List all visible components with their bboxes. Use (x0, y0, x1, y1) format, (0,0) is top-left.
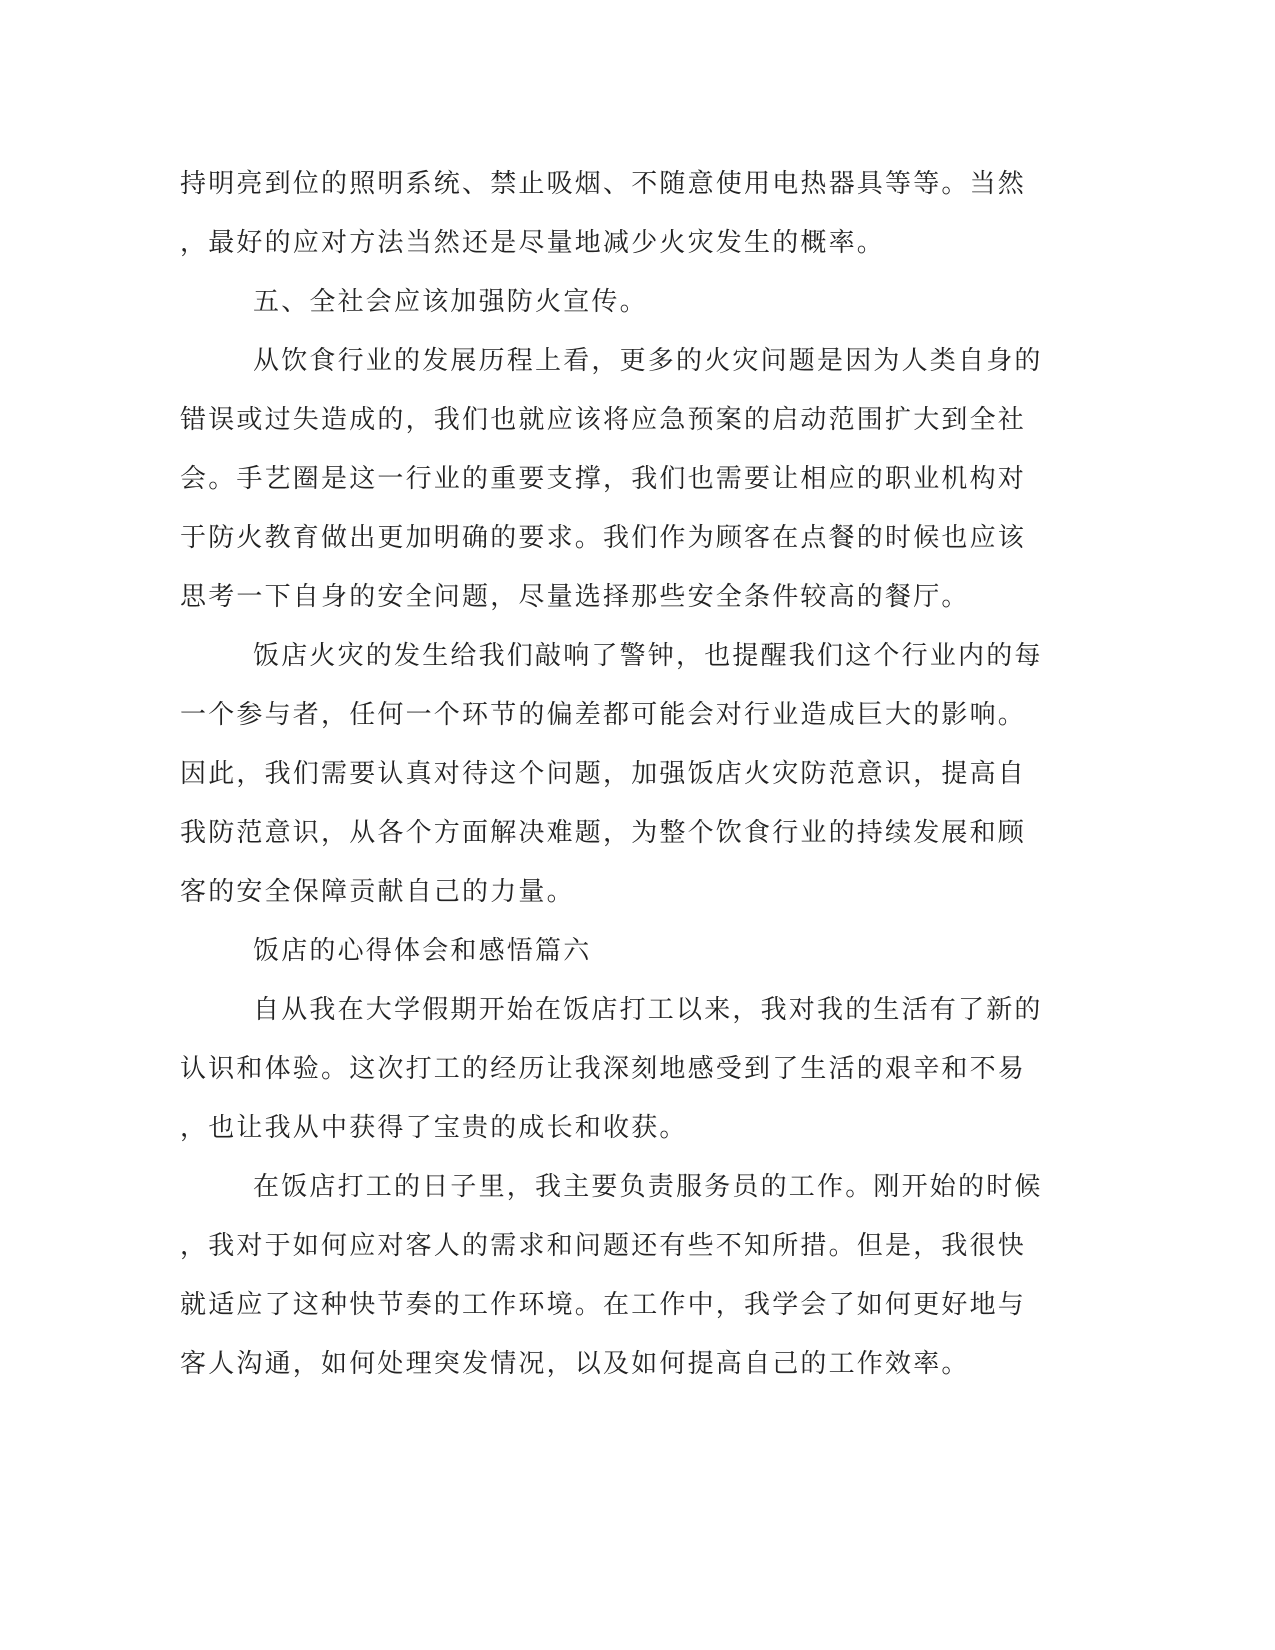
article-heading: 饭店的心得体会和感悟篇六 (253, 936, 592, 966)
text-line: 因此，我们需要认真对待这个问题，加强饭店火灾防范意识，提高自 (180, 759, 1027, 789)
text-line: ，最好的应对方法当然还是尽量地减少火灾发生的概率。 (180, 228, 886, 258)
text-line: 饭店火灾的发生给我们敲响了警钟，也提醒我们这个行业内的每 (253, 641, 1043, 671)
text-line: 于防火教育做出更加明确的要求。我们作为顾客在点餐的时候也应该 (180, 523, 1027, 553)
text-line: 持明亮到位的照明系统、禁止吸烟、不随意使用电热器具等等。当然 (180, 169, 1027, 199)
text-line: 就适应了这种快节奏的工作环境。在工作中，我学会了如何更好地与 (180, 1290, 1027, 1320)
text-line: 错误或过失造成的，我们也就应该将应急预案的启动范围扩大到全社 (180, 405, 1027, 435)
text-line: 认识和体验。这次打工的经历让我深刻地感受到了生活的艰辛和不易 (180, 1054, 1027, 1084)
text-line: 会。手艺圈是这一行业的重要支撑，我们也需要让相应的职业机构对 (180, 464, 1027, 494)
text-line: 从饮食行业的发展历程上看，更多的火灾问题是因为人类自身的 (253, 346, 1043, 376)
document-body (180, 155, 1043, 1394)
text-line: 客人沟通，如何处理突发情况，以及如何提高自己的工作效率。 (180, 1349, 970, 1379)
text-line: 在饭店打工的日子里，我主要负责服务员的工作。刚开始的时候 (253, 1172, 1043, 1202)
text-line: 自从我在大学假期开始在饭店打工以来，我对我的生活有了新的 (253, 995, 1043, 1025)
text-line: ，我对于如何应对客人的需求和问题还有些不知所措。但是，我很快 (180, 1231, 1027, 1261)
section-heading: 五、全社会应该加强防火宣传。 (253, 287, 648, 317)
text-line: 客的安全保障贡献自己的力量。 (180, 877, 575, 907)
text-line: 我防范意识，从各个方面解决难题，为整个饮食行业的持续发展和顾 (180, 818, 1027, 848)
text-line: 一个参与者，任何一个环节的偏差都可能会对行业造成巨大的影响。 (180, 700, 1027, 730)
text-line: 思考一下自身的安全问题，尽量选择那些安全条件较高的餐厅。 (180, 582, 970, 612)
text-line: ，也让我从中获得了宝贵的成长和收获。 (180, 1113, 688, 1143)
